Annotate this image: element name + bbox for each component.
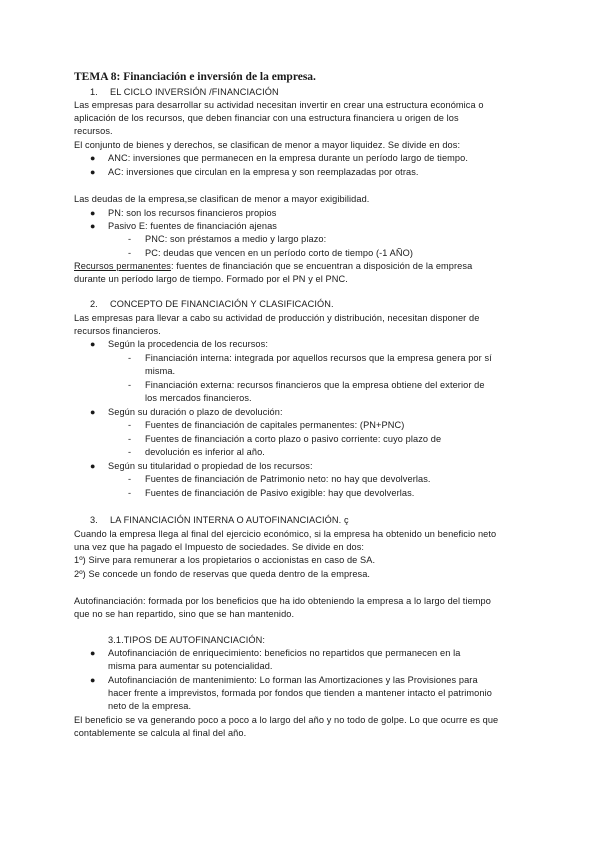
sub-list-item: Fuentes de financiación a corto plazo o pasivo corriente: cuyo plazo de bbox=[145, 434, 442, 444]
section-3-number: 3. bbox=[90, 515, 98, 525]
paragraph-line: recursos financieros. bbox=[74, 326, 161, 336]
list-item: ANC: inversiones que permanecen en la empresa durante un período largo de tiempo. bbox=[108, 153, 468, 163]
sub-list-item: Fuentes de financiación de Pasivo exigible: hay que devolverlas. bbox=[145, 488, 415, 498]
sub-list-item: PC: deudas que vencen en un período corto de tiempo (-1 AÑO) bbox=[145, 248, 413, 258]
paragraph-line: 2º) Se concede un fondo de reservas que queda dentro de la empresa. bbox=[74, 569, 371, 579]
paragraph-line: que no se han repartido, sino que se han mantenido. bbox=[74, 609, 295, 619]
section-2-heading: CONCEPTO DE FINANCIACIÓN Y CLASIFICACIÓN. bbox=[110, 299, 334, 309]
dash-icon: - bbox=[128, 420, 132, 430]
section-1-number: 1. bbox=[90, 87, 98, 97]
list-item: Según su duración o plazo de devolución: bbox=[108, 407, 283, 417]
paragraph-line: Cuando la empresa llega al final del ejercicio económico, si la empresa ha obtenido un beneficio neto bbox=[74, 529, 497, 539]
paragraph-line: El conjunto de bienes y derechos, se clasifican de menor a mayor liquidez. Se divide en dos: bbox=[74, 140, 461, 150]
bullet-icon: ● bbox=[90, 339, 96, 349]
paragraph-line: Las empresas para desarrollar su actividad necesitan invertir en crear una estructura económica o bbox=[74, 100, 484, 110]
dash-icon: - bbox=[128, 248, 132, 258]
bullet-icon: ● bbox=[90, 167, 96, 177]
list-item: misma para aumentar su potencialidad. bbox=[108, 661, 273, 671]
definition-text: : fuentes de financiación que se encuentran a disposición de la empresa bbox=[170, 261, 473, 271]
sub-list-item: Fuentes de financiación de capitales permanentes: (PN+PNC) bbox=[145, 420, 405, 430]
dash-icon: - bbox=[128, 447, 132, 457]
dash-icon: - bbox=[128, 434, 132, 444]
subsection-heading: 3.1.TIPOS DE AUTOFINANCIACIÓN: bbox=[108, 635, 266, 645]
section-1-heading: EL CICLO INVERSIÓN /FINANCIACIÓN bbox=[110, 87, 279, 97]
bullet-icon: ● bbox=[90, 153, 96, 163]
paragraph-line: 1º) Sirve para remunerar a los propietarios o accionistas en caso de SA. bbox=[74, 555, 376, 565]
dash-icon: - bbox=[128, 234, 132, 244]
dash-icon: - bbox=[128, 474, 132, 484]
bullet-icon: ● bbox=[90, 221, 96, 231]
bullet-icon: ● bbox=[90, 461, 96, 471]
paragraph-line: aplicación de los recursos, que deben financiar con una estructura financiera u origen de los bbox=[74, 113, 459, 123]
paragraph-line: recursos. bbox=[74, 126, 113, 136]
paragraph-line: una vez que ha pagado el Impuesto de sociedades. Se divide en dos: bbox=[74, 542, 365, 552]
sub-list-item: Financiación interna: integrada por aquellos recursos que la empresa genera por sí bbox=[145, 353, 492, 363]
paragraph-line: durante un período largo de tiempo. Formado por el PN y el PNC. bbox=[74, 274, 348, 284]
section-3-heading: LA FINANCIACIÓN INTERNA O AUTOFINANCIACIÓN. ç bbox=[110, 515, 349, 525]
list-item: Autofinanciación de enriquecimiento: beneficios no repartidos que permanecen en la bbox=[108, 648, 461, 658]
paragraph-line: Las empresas para llevar a cabo su actividad de producción y distribución, necesitan disponer de bbox=[74, 313, 480, 323]
bullet-icon: ● bbox=[90, 208, 96, 218]
paragraph-line: Autofinanciación: formada por los beneficios que ha ido obteniendo la empresa a lo largo del tiempo bbox=[74, 596, 491, 606]
paragraph-line bbox=[74, 260, 472, 272]
sub-list-item: Financiación externa: recursos financieros que la empresa obtiene del exterior de bbox=[145, 380, 485, 390]
list-item: AC: inversiones que circulan en la empresa y son reemplazadas por otras. bbox=[108, 167, 419, 177]
list-item: Autofinanciación de mantenimiento: Lo forman las Amortizaciones y las Provisiones para bbox=[108, 675, 478, 685]
list-item: hacer frente a imprevistos, formada por fondos que tienden a mantener intacto el patrimonio bbox=[108, 688, 492, 698]
sub-list-item: Fuentes de financiación de Patrimonio neto: no hay que devolverlas. bbox=[145, 474, 431, 484]
paragraph-line: Las deudas de la empresa,se clasifican de menor a mayor exigibilidad. bbox=[74, 194, 370, 204]
underlined-term: Recursos permanentes bbox=[74, 261, 171, 271]
bullet-icon: ● bbox=[90, 648, 96, 658]
list-item: neto de la empresa. bbox=[108, 701, 192, 711]
dash-icon: - bbox=[128, 353, 132, 363]
paragraph-line: contablemente se calcula al final del año. bbox=[74, 728, 247, 738]
document-title: TEMA 8: Financiación e inversión de la empresa. bbox=[74, 71, 316, 83]
paragraph-line: El beneficio se va generando poco a poco a lo largo del año y no todo de golpe. Lo que ocurre es que bbox=[74, 715, 499, 725]
sub-list-item: PNC: son préstamos a medio y largo plazo: bbox=[145, 234, 327, 244]
bullet-icon: ● bbox=[90, 407, 96, 417]
dash-icon: - bbox=[128, 380, 132, 390]
list-item: Pasivo E: fuentes de financiación ajenas bbox=[108, 221, 277, 231]
list-item: PN: son los recursos financieros propios bbox=[108, 208, 277, 218]
dash-icon: - bbox=[128, 488, 132, 498]
sub-list-item: los mercados financieros. bbox=[145, 393, 252, 403]
list-item: Según su titularidad o propiedad de los recursos: bbox=[108, 461, 313, 471]
sub-list-item: devolución es inferior al año. bbox=[145, 447, 265, 457]
section-2-number: 2. bbox=[90, 299, 98, 309]
bullet-icon: ● bbox=[90, 675, 96, 685]
list-item: Según la procedencia de los recursos: bbox=[108, 339, 268, 349]
sub-list-item: misma. bbox=[145, 366, 176, 376]
